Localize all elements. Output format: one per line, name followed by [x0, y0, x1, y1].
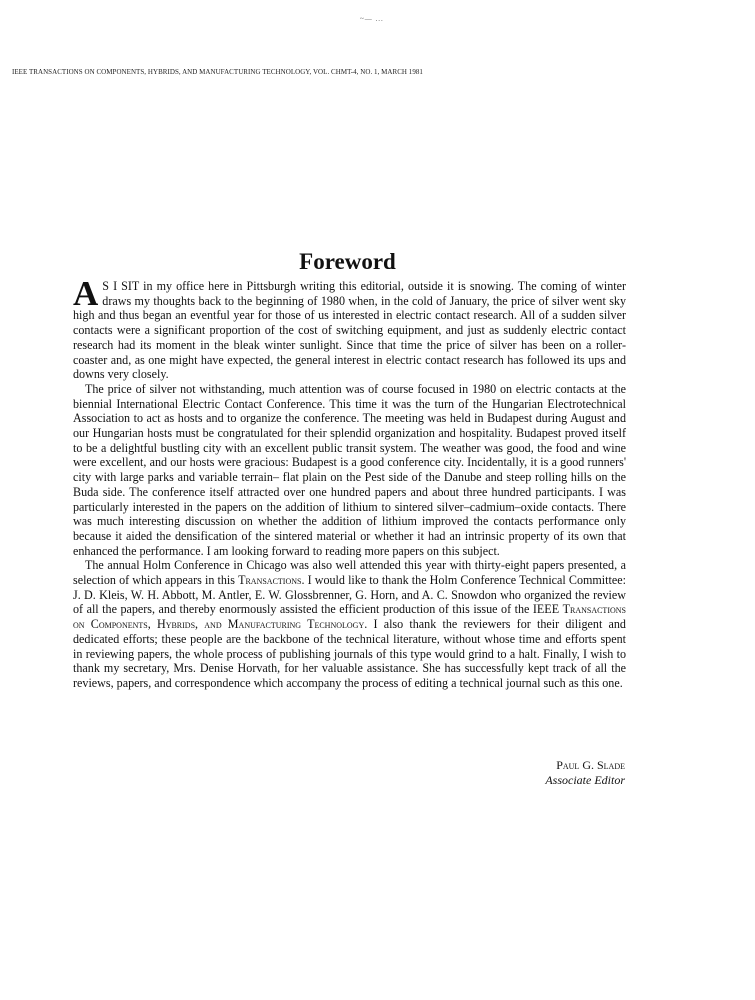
paragraph-1-text: S I SIT in my office here in Pittsburgh writing this editorial, outside it is snowing. The coming of winter draws my thoughts back to the beginning of 1980 when, in the cold of January, the price of silver went sky high and thus began an eventful year for those of us interested in electric contact research. All of a sudden silver contacts were a significant proportion of the cost of switching equipment, and just as suddenly electric contact research had its moment in the bleak winter sunlight. Since that time the price of silver has been on a roller-coaster and, as one might have expected, the general interest in electric contact research has followed its ups and downs very closely.	[73, 279, 626, 382]
paragraph-3-text-b: . I would like to thank the Holm Conference Technical Committee: J. D. Kleis, W. H. Abbott, M. Antler, E. W. Glossbrenner, G. Horn, and A. C. Snowdon who organized the review of all the papers, and thereby enormously assisted the efficient production of this issue of the IEEE	[73, 573, 626, 617]
journal-name-full: Transactions on Components, Hybrids, and Manufacturing Technology	[73, 602, 626, 632]
drop-cap: A	[73, 274, 99, 313]
paragraph-3-text-a: The annual Holm Conference in Chicago was also well attended this year with thirty-eight papers presented, a selection of which appears in this	[73, 558, 626, 588]
article-title: Foreword	[299, 249, 396, 275]
running-head: IEEE TRANSACTIONS ON COMPONENTS, HYBRIDS, AND MANUFACTURING TECHNOLOGY, VOL. CHMT-4, NO. 1, MARCH 1981	[12, 67, 423, 76]
author-name: Paul G. Slade	[556, 758, 625, 772]
paragraph-3	[73, 558, 626, 690]
paragraph-3-text-c: . I also thank the reviewers for their diligent and dedicated efforts; these people are the backbone of the technical literature, without whose time and efforts spent in reviewing papers, the whole process of publishing journals of this type would grind to a halt. Finally, I wish to thank my secretary, Mrs. Denise Horvath, for her valuable assistance. She has successfully kept track of all the reviews, papers, and correspondence which accompany the process of editing a technical journal such as this one.	[73, 617, 626, 690]
journal-name-short: Transactions	[238, 573, 302, 588]
paragraph-2: The price of silver not withstanding, much attention was of course focused in 1980 on electric contacts at the biennial International Electric Contact Conference. This time it was the turn of the Hungarian Electrotechnical Association to act as hosts and to organize the conference. The meeting was held in Budapest during August and our Hungarian hosts must be congratulated for their splendid organization and hospitality. Budapest proved itself to be a delightful bustling city with an excellent public transit system. The weather was good, the food and wine were excellent, and our hosts were gracious: Budapest is a good conference city. Incidentally, it is a good runners' city with large parks and variable terrain– flat plain on the Pest side of the Danube and steep rolling hills on the Buda side. The conference itself attracted over one hundred papers and about three hundred participants. I was particularly interested in the papers on the addition of lithium to sintered silver–cadmium–oxide contacts. There was much interesting discussion on whether the addition of lithium improved the contacts performance only because it aided the densification of the sintered material or whether it had an intrinsic property of its own that enhanced the performance. I am looking forward to reading more papers on this subject.	[73, 381, 626, 558]
paragraph-1	[73, 274, 626, 382]
page-mark: ~— ...	[360, 15, 384, 23]
signature	[545, 758, 625, 787]
article-body	[73, 274, 626, 691]
author-role: Associate Editor	[545, 772, 625, 787]
